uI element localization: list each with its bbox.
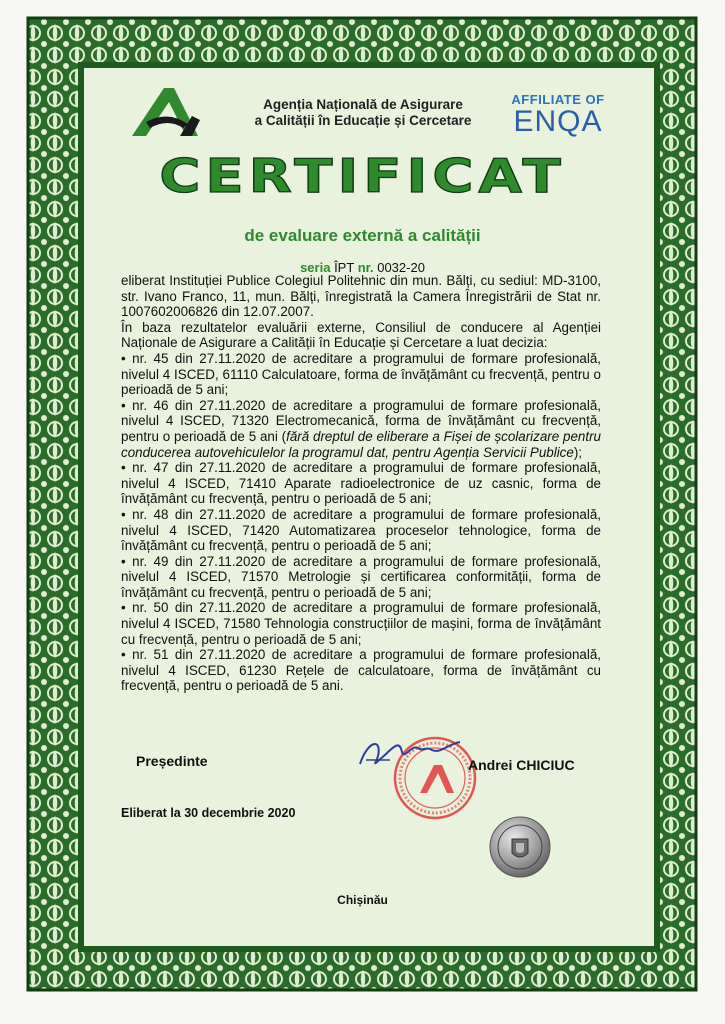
agency-name-line1: Agenția Națională de Asigurare xyxy=(263,97,463,112)
decision-item-45: • nr. 45 din 27.11.2020 de acreditare a programului de formare profesională, nivelul 4 ISCED, 61110 Calculatoare, forma de învățământ cu frecvență, pentru o perioadă de 5 ani; xyxy=(121,350,601,398)
item46-end: ); xyxy=(573,444,583,460)
agency-name xyxy=(248,97,478,129)
number-label: nr. xyxy=(357,260,374,275)
certificate-title: CERTIFICAT xyxy=(159,150,566,204)
enqa-label: ENQA xyxy=(513,105,603,138)
decision-item-50: • nr. 50 din 27.11.2020 de acreditare a programului de formare profesională, nivelul 4 ISCED, 71580 Tehnologia construcțiilor de mașini, forma de învățământ cu frecvență, pentru o perioadă de 5 ani; xyxy=(121,600,601,647)
decision-item-47: • nr. 47 din 27.11.2020 de acreditare a programului de formare profesională, nivelul 4 ISCED, 71410 Aparate radioelectronice de uz casnic, forma de învățământ cu frecvență, pentru o perioadă de 5 ani; xyxy=(121,460,601,507)
item46-text: • nr. 46 din 27.11.2020 de acreditare a programului de formare profesională, nivelul 4 ISCED, 71320 Electromecanică, forma de învățământ cu frecvență, pentru o perioadă de 5 ani ( xyxy=(121,397,601,444)
affiliate-label: AFFILIATE OF xyxy=(511,92,605,107)
signatory-name: Andrei CHICIUC xyxy=(468,757,575,773)
series-label: seria xyxy=(300,260,331,275)
agency-name-line2: a Calității în Educație și Cercetare xyxy=(254,113,472,128)
hologram-seal-icon xyxy=(488,815,552,879)
signature-icon xyxy=(356,734,466,774)
decision-item-51: • nr. 51 din 27.11.2020 de acreditare a programului de formare profesională, nivelul 4 ISCED, 61230 Rețele de calculatoare, forma de învățământ cu frecvență, pentru o perioadă de 5 ani. xyxy=(121,647,601,694)
item46-italic-note: fără dreptul de eliberare a Fișei de școlarizare pentru conducerea autovehiculelor la programul dat, pentru Agenția Servicii Publice xyxy=(121,428,601,460)
series-value: ÎPT xyxy=(334,260,355,275)
decision-item-46 xyxy=(121,398,601,460)
certificate-body xyxy=(121,273,601,694)
certificate-subtitle: de evaluare externă a calității xyxy=(244,226,481,245)
president-label: Președinte xyxy=(136,753,208,769)
number-value: 0032-20 xyxy=(377,260,425,275)
issue-date: Eliberat la 30 decembrie 2020 xyxy=(121,806,296,820)
enqa-affiliate-logo xyxy=(502,92,614,137)
decision-item-48: • nr. 48 din 27.11.2020 de acreditare a programului de formare profesională, nivelul 4 ISCED, 71420 Automatizarea proceselor tehnologice, forma de învățământ cu frecvență, pentru o perioadă de 5 ani; xyxy=(121,506,601,554)
decision-item-49: • nr. 49 din 27.11.2020 de acreditare a programului de formare profesională, nivelul 4 ISCED, 71570 Metrologie și certificarea conformității, forma de învățământ cu frecvență, pentru o perioadă de 5 ani; xyxy=(121,553,601,600)
issue-city: Chișinău xyxy=(337,893,388,907)
agency-logo xyxy=(128,80,218,142)
intro-paragraph: eliberat Instituției Publice Colegiul Politehnic din mun. Bălți, cu sediul: MD-3100, str. Ivano Franco, 11, mun. Bălți, înregistrată la Camera Înregistrării de Stat nr. 1007602006826 din 12.07.2007. xyxy=(121,273,601,320)
decision-paragraph: În baza rezultatelor evaluării externe, Consiliul de conducere al Agenției Naționale de Asigurare a Calității în Educație și Cercetare a luat decizia: xyxy=(121,319,601,351)
